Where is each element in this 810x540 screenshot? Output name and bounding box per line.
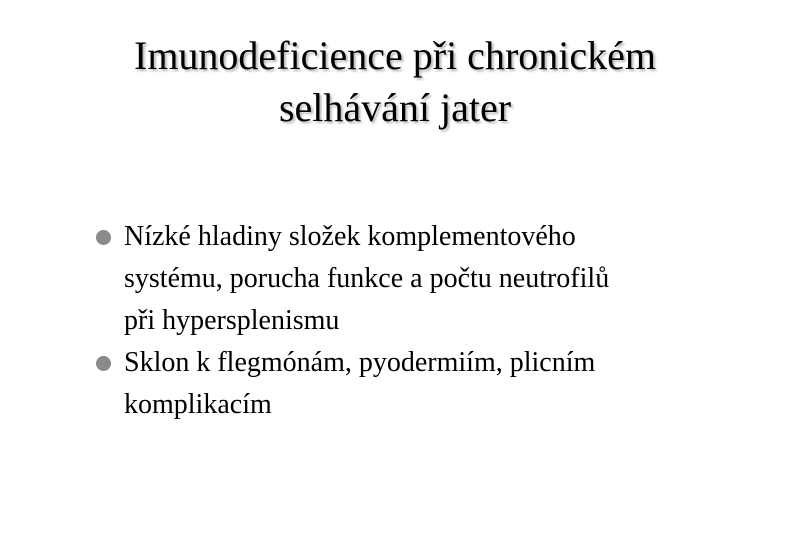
bullet-dot-icon (96, 356, 111, 371)
title-line-2: selhávání jater (278, 85, 512, 130)
bullet-text-line: Sklon k flegmónám, pyodermiím, plicním (124, 347, 596, 378)
bullet-dot-icon (96, 230, 111, 245)
bullet-text-line: Nízké hladiny složek komplementového (124, 221, 576, 252)
bullet-text-line: komplikacím (124, 389, 272, 420)
bullet-text-line: při hypersplenismu (124, 305, 340, 336)
slide-title (0, 30, 790, 134)
bullet-item (88, 216, 728, 342)
bullet-text-line: systému, porucha funkce a počtu neutrofilů (124, 263, 610, 294)
bullet-list (88, 216, 728, 426)
bullet-item (88, 342, 728, 426)
title-line-1: Imunodeficience při chronickém (134, 33, 656, 78)
